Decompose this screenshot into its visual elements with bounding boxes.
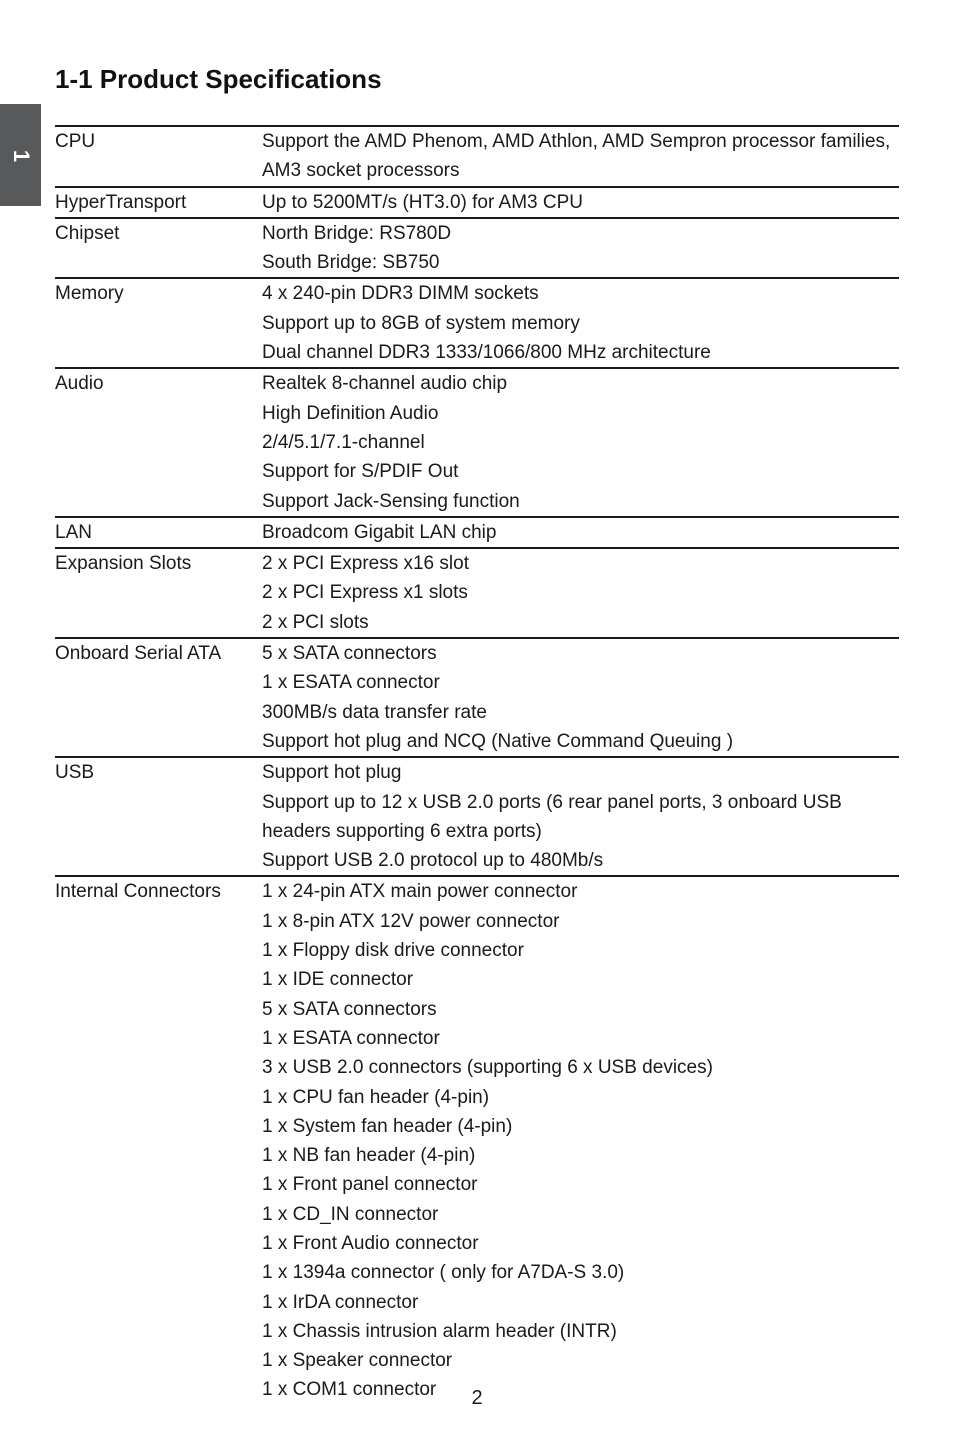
spec-value: Broadcom Gigabit LAN chip <box>262 521 497 543</box>
spec-label: HyperTransport <box>55 191 187 213</box>
spec-value: South Bridge: SB750 <box>262 252 440 274</box>
spec-values <box>262 877 899 1404</box>
spec-value: 300MB/s data transfer rate <box>262 701 487 723</box>
spec-values <box>262 369 899 515</box>
spec-value: 4 x 240-pin DDR3 DIMM sockets <box>262 283 539 305</box>
spec-value: 1 x ESATA connector <box>262 1027 440 1049</box>
spec-value: Support for S/PDIF Out <box>262 461 459 483</box>
spec-row <box>55 279 899 369</box>
spec-value: 1 x Floppy disk drive connector <box>262 940 524 962</box>
spec-value: High Definition Audio <box>262 402 439 424</box>
spec-value: Support hot plug <box>262 762 402 784</box>
spec-row <box>55 219 899 280</box>
spec-value: 1 x Front Audio connector <box>262 1232 479 1254</box>
spec-values <box>262 639 899 756</box>
spec-value: 5 x SATA connectors <box>262 998 437 1020</box>
spec-value: 1 x NB fan header (4-pin) <box>262 1145 476 1167</box>
spec-value: 1 x 1394a connector ( only for A7DA-S 3.0) <box>262 1262 625 1284</box>
spec-label: CPU <box>55 131 96 152</box>
spec-row <box>55 639 899 758</box>
spec-value: 1 x System fan header (4-pin) <box>262 1115 513 1137</box>
spec-value: 1 x CPU fan header (4-pin) <box>262 1086 490 1108</box>
spec-value: Realtek 8-channel audio chip <box>262 373 508 395</box>
spec-row <box>55 518 899 549</box>
spec-label: Expansion Slots <box>55 553 192 575</box>
spec-row <box>55 877 899 1404</box>
spec-row <box>55 369 899 517</box>
spec-label: Onboard Serial ATA <box>55 643 222 665</box>
spec-value: 1 x Chassis intrusion alarm header (INTR) <box>262 1320 617 1342</box>
spec-values <box>262 127 899 186</box>
spec-label: LAN <box>55 521 92 543</box>
spec-value: 1 x Speaker connector <box>262 1350 453 1372</box>
spec-value: North Bridge: RS780D <box>262 222 452 244</box>
spec-value: Support up to 8GB of system memory <box>262 312 580 334</box>
spec-row <box>55 549 899 639</box>
chapter-tab <box>0 104 41 206</box>
spec-value: Support USB 2.0 protocol up to 480Mb/s <box>262 850 604 872</box>
spec-label: Memory <box>55 283 124 305</box>
spec-value: 1 x IrDA connector <box>262 1291 419 1313</box>
spec-value: 3 x USB 2.0 connectors (supporting 6 x USB devices) <box>262 1057 713 1079</box>
spec-value: headers supporting 6 extra ports) <box>262 820 542 842</box>
spec-value: Up to 5200MT/s (HT3.0) for AM3 CPU <box>262 191 583 213</box>
spec-value: 1 x COM1 connector <box>262 1379 437 1401</box>
spec-values <box>262 279 899 367</box>
spec-table <box>55 125 899 1405</box>
spec-value: 2 x PCI Express x1 slots <box>262 582 468 604</box>
spec-value: Support the AMD Phenom, AMD Athlon, AMD Sempron processor families, <box>262 131 891 152</box>
spec-value: Support Jack-Sensing function <box>262 490 520 512</box>
spec-values <box>262 219 899 278</box>
spec-value: 2 x PCI Express x16 slot <box>262 553 469 575</box>
spec-value: 1 x 24-pin ATX main power connector <box>262 881 578 903</box>
spec-values <box>262 549 899 637</box>
spec-label: USB <box>55 762 95 784</box>
spec-row <box>55 188 899 219</box>
spec-values <box>262 188 899 217</box>
spec-values <box>262 518 899 547</box>
spec-value: Support up to 12 x USB 2.0 ports (6 rear panel ports, 3 onboard USB <box>262 791 842 813</box>
spec-label: Internal Connectors <box>55 881 221 903</box>
chapter-tab-label: 1 <box>9 149 34 163</box>
spec-value: 1 x CD_IN connector <box>262 1203 439 1225</box>
spec-value: AM3 socket processors <box>262 160 460 182</box>
spec-value: Dual channel DDR3 1333/1066/800 MHz architecture <box>262 342 711 364</box>
spec-value: 1 x IDE connector <box>262 969 414 991</box>
spec-value: Support hot plug and NCQ (Native Command Queuing ) <box>262 730 734 752</box>
spec-value: 1 x 8-pin ATX 12V power connector <box>262 910 560 932</box>
spec-label: Chipset <box>55 222 120 244</box>
spec-value: 5 x SATA connectors <box>262 643 437 665</box>
spec-label: Audio <box>55 373 104 395</box>
spec-values <box>262 758 899 875</box>
spec-row <box>55 127 899 188</box>
spec-value: 2/4/5.1/7.1-channel <box>262 431 425 453</box>
page-number: 2 <box>471 1387 483 1409</box>
spec-row <box>55 758 899 877</box>
spec-value: 1 x ESATA connector <box>262 672 440 694</box>
spec-value: 2 x PCI slots <box>262 611 369 633</box>
page-title: 1-1 Product Specifications <box>55 64 382 94</box>
spec-value: 1 x Front panel connector <box>262 1174 478 1196</box>
